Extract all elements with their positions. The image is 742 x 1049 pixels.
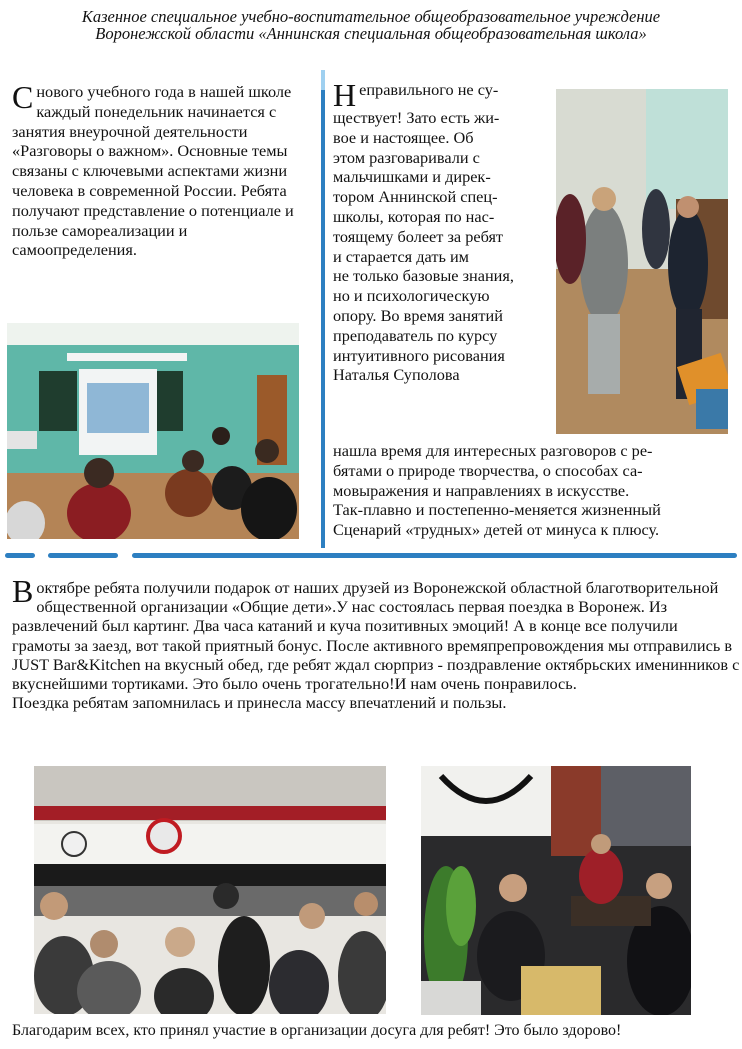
story-line-12: преподаватель по курсу: [333, 325, 498, 345]
story-paragraph: [333, 77, 555, 385]
story-line-0: еправильного не су-: [359, 80, 499, 99]
header-line-1: Казенное специальное учебно-воспитательное общеобразовательное учреждение: [81, 7, 661, 26]
intro-paragraph: [12, 79, 312, 260]
story-line-3: этом разговаривали с: [333, 147, 480, 167]
story-wide-line-1: бятами о природе творчества, о способах са-: [333, 460, 643, 480]
art-class-photo: [556, 89, 728, 434]
karting-photo: [34, 766, 386, 1014]
intro-drop-cap: С: [12, 79, 34, 115]
story-line-4: мальчишками и дирек-: [333, 167, 491, 187]
story-wide-line-0: нашла время для интересных разговоров с ре-: [333, 441, 653, 460]
story-line-14: Наталья Суполова: [333, 365, 460, 385]
restaurant-photo: [421, 766, 691, 1015]
story-drop-cap: Н: [333, 77, 357, 113]
october-paragraph: [12, 573, 740, 713]
vertical-divider: [321, 70, 325, 548]
horizontal-divider-3: [132, 553, 737, 558]
story-line-11: опору. Во время занятий: [333, 305, 503, 325]
story-line-7: тоящему болеет за ребят: [333, 226, 504, 246]
story-line-9: не только базовые знания,: [333, 266, 514, 286]
story-line-10: но и психологическую: [333, 286, 490, 306]
october-text-2: Поездка ребятам запомнилась и принесла массу впечатлений и пользы.: [12, 693, 507, 713]
october-drop-cap: В: [12, 573, 34, 609]
story-wide-line-2: мовыражения и направлениях в искусстве.: [333, 480, 630, 500]
story-wide-line-3: Так-плавно и постепенно-меняется жизненный: [333, 500, 661, 520]
story-line-8: и старается дать им: [333, 246, 469, 266]
story-line-5: тором Аннинской спец-: [333, 187, 498, 207]
story-line-2: вое и настоящее. Об: [333, 127, 474, 147]
classroom-photo: [7, 323, 299, 539]
header-line-2: Воронежской области «Аннинская специальная общеобразовательная школа»: [95, 24, 647, 43]
story-paragraph-wide: [333, 441, 738, 540]
story-line-6: школы, которая по нас-: [333, 206, 495, 226]
horizontal-divider-1: [5, 553, 35, 558]
story-line-1: ществует! Зато есть жи-: [333, 108, 500, 127]
october-text: октябре ребята получили подарок от наших друзей из Воронежской областной благотворительной общественной организации «Общие дети».У нас состоялась первая поездка в Воронеж. Из развлечений был картинг. Два часа катаний и куча позитивных эмоций! А в конце все получили грамоты за заезд, вот такой приятный бонус. После активного времяпрепровождения мы отправились в JUST Bar&Kitchen на вкусный обед, где ребят ждал сюрприз - поздравление октябрьских именинников с вкуснейшими тортиками. Это было очень трогательно!И нам очень понравилось.: [12, 578, 740, 694]
intro-text: нового учебного года в нашей школе каждый понедельник начинается с занятия внеурочной деятельности «Разговоры о важном». Основные темы связаны с ключевыми аспектами жизни человека в современной России. Ребята получают представление о потенциале и пользе самореализации и самоопределения.: [12, 82, 294, 260]
story-line-13: интуитивного рисования: [333, 345, 505, 365]
horizontal-divider-2: [48, 553, 118, 558]
vertical-divider-accent: [321, 70, 325, 90]
school-header: [0, 8, 742, 42]
footer-thanks: Благодарим всех, кто принял участие в организации досуга для ребят! Это было здорово!: [12, 1022, 622, 1039]
story-wide-line-4: Сценарий «трудных» детей от минуса к плюсу.: [333, 520, 660, 540]
